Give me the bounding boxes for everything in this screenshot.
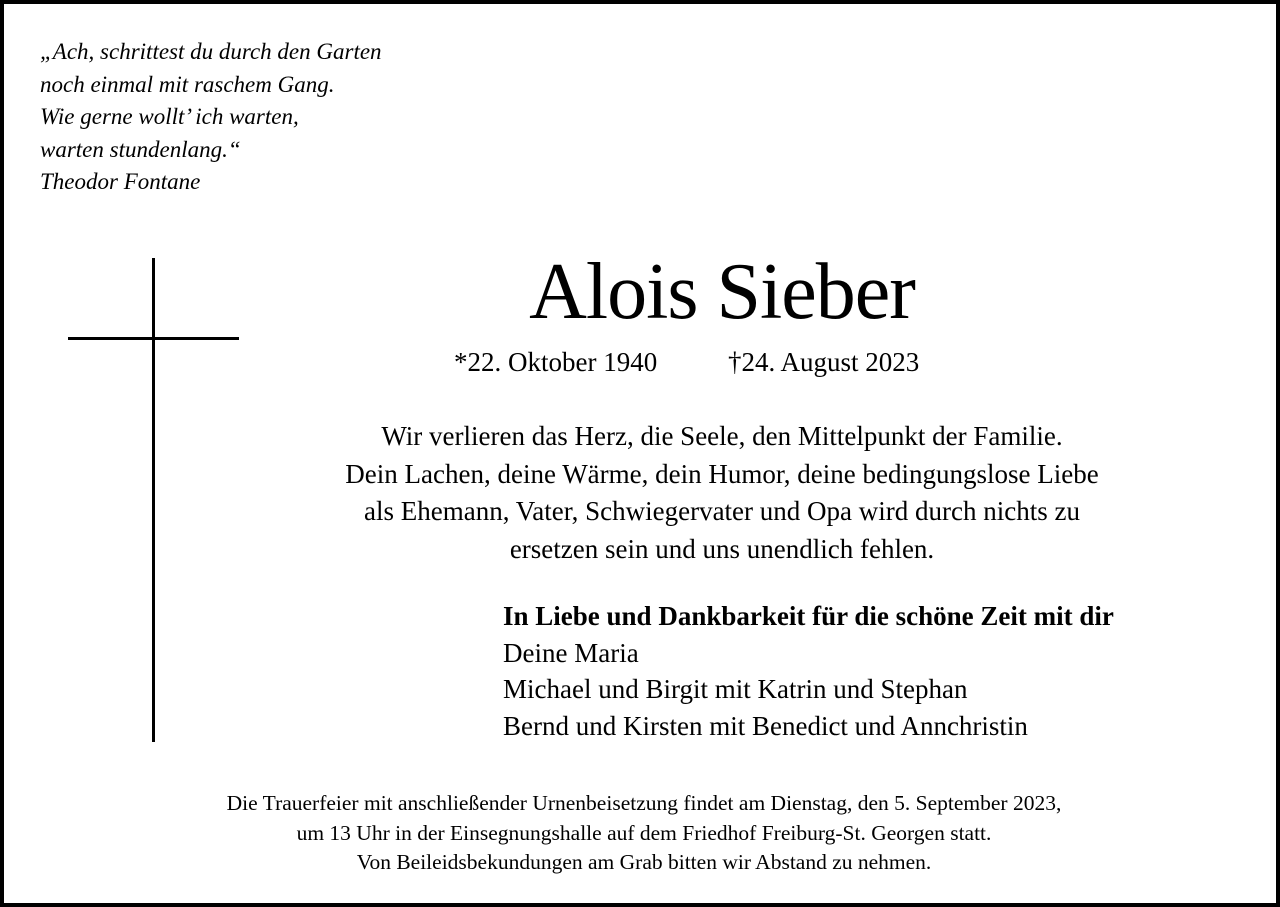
- family-member: Deine Maria: [503, 637, 639, 668]
- message-line: ersetzen sein und uns unendlich fehlen.: [509, 533, 935, 564]
- service-line: Von Beileidsbekundungen am Grab bitten wir Abstand zu nehmen.: [356, 850, 932, 874]
- quote-line: Wie gerne wollt’ ich warten,: [40, 104, 299, 129]
- life-dates: [454, 344, 919, 380]
- family-signatures: [503, 598, 1114, 744]
- deceased-name: Alois Sieber: [529, 248, 915, 336]
- quote-line: noch einmal mit raschem Gang.: [40, 71, 335, 97]
- message-line: als Ehemann, Vater, Schwiegervater und Opa wird durch nichts zu: [364, 496, 1080, 526]
- death-date: †24. August 2023: [727, 347, 920, 377]
- family-member: Bernd und Kirsten mit Benedict und Annchristin: [503, 710, 1028, 741]
- tribute-message: [192, 418, 1252, 568]
- service-line: um 13 Uhr in der Einsegnungshalle auf dem Friedhof Freiburg-St. Georgen statt.: [296, 820, 992, 845]
- quote-author: Theodor Fontane: [40, 169, 201, 194]
- quote-line: warten stundenlang.“: [40, 136, 241, 162]
- family-member: Michael und Birgit mit Katrin und Stephan: [503, 674, 968, 704]
- service-line: Die Trauerfeier mit anschließender Urnenbeisetzung findet am Dienstag, den 5. September 2023,: [226, 791, 1062, 815]
- service-info: [4, 789, 1280, 878]
- message-line: Dein Lachen, deine Wärme, dein Humor, deine bedingungslose Liebe: [345, 458, 1099, 489]
- message-line: Wir verlieren das Herz, die Seele, den Mittelpunkt der Familie.: [381, 421, 1063, 451]
- birth-date: *22. Oktober 1940: [454, 347, 658, 377]
- poem-quote: [40, 36, 382, 199]
- family-headline: In Liebe und Dankbarkeit für die schöne Zeit mit dir: [503, 601, 1114, 631]
- quote-line: „Ach, schrittest du durch den Garten: [40, 39, 382, 64]
